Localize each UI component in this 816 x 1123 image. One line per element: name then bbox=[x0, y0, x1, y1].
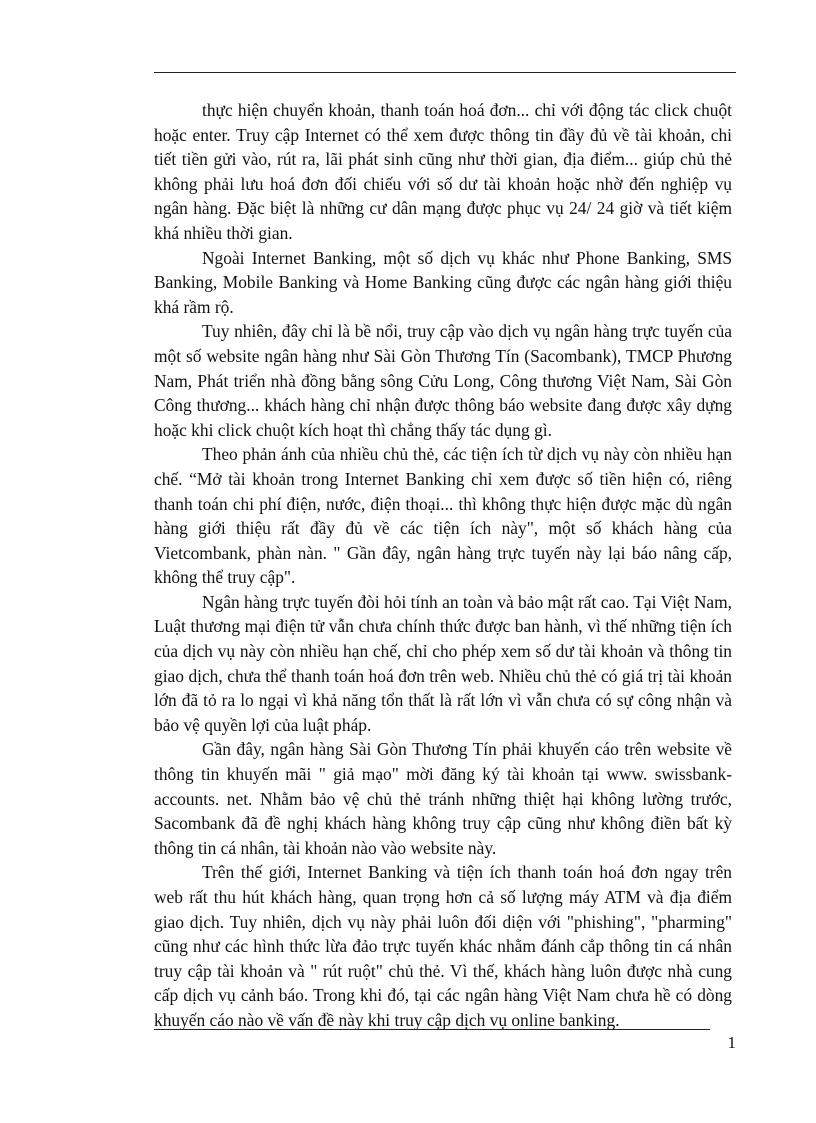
paragraph-5: Ngân hàng trực tuyến đòi hỏi tính an toàn và bảo mật rất cao. Tại Việt Nam, Luật thương mại điện tử vẫn chưa chính thức được ban hành, vì thế những tiện ích của dịch vụ này còn nhiều hạn chế, chỉ cho phép xem số dư tài khoản và thông tin giao dịch, chưa thể thanh toán hoá đơn trên web. Nhiều chủ thẻ có giá trị tài khoản lớn đã tỏ ra lo ngại vì khả năng tổn thất là rất lớn vì vẫn chưa có sự công nhận và bảo vệ quyền lợi của luật pháp. bbox=[154, 591, 732, 735]
page-number: 1 bbox=[727, 1033, 736, 1052]
paragraph-6: Gần đây, ngân hàng Sài Gòn Thương Tín phải khuyến cáo trên website về thông tin khuyến mãi " giả mạo" mời đăng ký tài khoản tại www. swissbank-accounts. net. Nhằm bảo vệ chủ thẻ tránh những thiệt hại không lường trước, Sacombank đã đề nghị khách hàng không truy cập cũng như không điền bất kỳ thông tin cá nhân, tài khoản nào vào website này. bbox=[154, 739, 732, 858]
footer-rule bbox=[154, 1029, 710, 1030]
document-body bbox=[154, 98, 732, 1033]
paragraph-1: thực hiện chuyển khoản, thanh toán hoá đơn... chỉ với động tác click chuột hoặc enter. Truy cập Internet có thể xem được thông tin đầy đủ về tài khoản, chi tiết tiền gửi vào, rút ra, lãi phát sinh cũng như thời gian, địa điểm... giúp chủ thẻ không phải lưu hoá đơn đối chiếu với số dư tài khoản hoặc nhờ đến nghiệp vụ ngân hàng. Đặc biệt là những cư dân mạng được phục vụ 24/ 24 giờ và tiết kiệm khá nhiều thời gian. bbox=[154, 100, 732, 243]
paragraph-7: Trên thế giới, Internet Banking và tiện ích thanh toán hoá đơn ngay trên web rất thu hút khách hàng, quan trọng hơn cả số lượng máy ATM và địa điểm giao dịch. Tuy nhiên, dịch vụ này phải luôn đối diện với "phishing", "pharming" cũng như các hình thức lừa đảo trực tuyến khác nhằm đánh cắp thông tin cá nhân truy cập tài khoản và " rút ruột" chủ thẻ. Vì thế, khách hàng luôn được nhà cung cấp dịch vụ cảnh báo. Trong khi đó, tại các ngân hàng Việt Nam chưa hề có dòng khuyến cáo nào về vấn đề này khi truy cập dịch vụ online banking. bbox=[154, 862, 732, 1030]
paragraph-2: Ngoài Internet Banking, một số dịch vụ khác như Phone Banking, SMS Banking, Mobile Banking và Home Banking cũng được các ngân hàng giới thiệu khá rầm rộ. bbox=[154, 247, 732, 317]
paragraph-3: Tuy nhiên, đây chỉ là bề nổi, truy cập vào dịch vụ ngân hàng trực tuyến của một số website ngân hàng như Sài Gòn Thương Tín (Sacombank), TMCP Phương Nam, Phát triển nhà đồng bằng sông Cửu Long, Công thương Việt Nam, Sài Gòn Công thương... khách hàng chỉ nhận được thông báo website đang được xây dựng hoặc khi click chuột kích hoạt thì chẳng thấy tác dụng gì. bbox=[154, 321, 732, 440]
header-rule bbox=[154, 72, 736, 73]
paragraph-4: Theo phản ánh của nhiều chủ thẻ, các tiện ích từ dịch vụ này còn nhiều hạn chế. “Mở tài khoản trong Internet Banking chỉ xem được số tiền hiện có, riêng thanh toán chi phí điện, nước, điện thoại... thì không thực hiện được mặc dù ngân hàng giới thiệu rất đầy đủ về các tiện ích này", một số khách hàng của Vietcombank, phàn nàn. " Gần đây, ngân hàng trực tuyến này lại báo nâng cấp, không thể truy cập". bbox=[154, 444, 732, 588]
